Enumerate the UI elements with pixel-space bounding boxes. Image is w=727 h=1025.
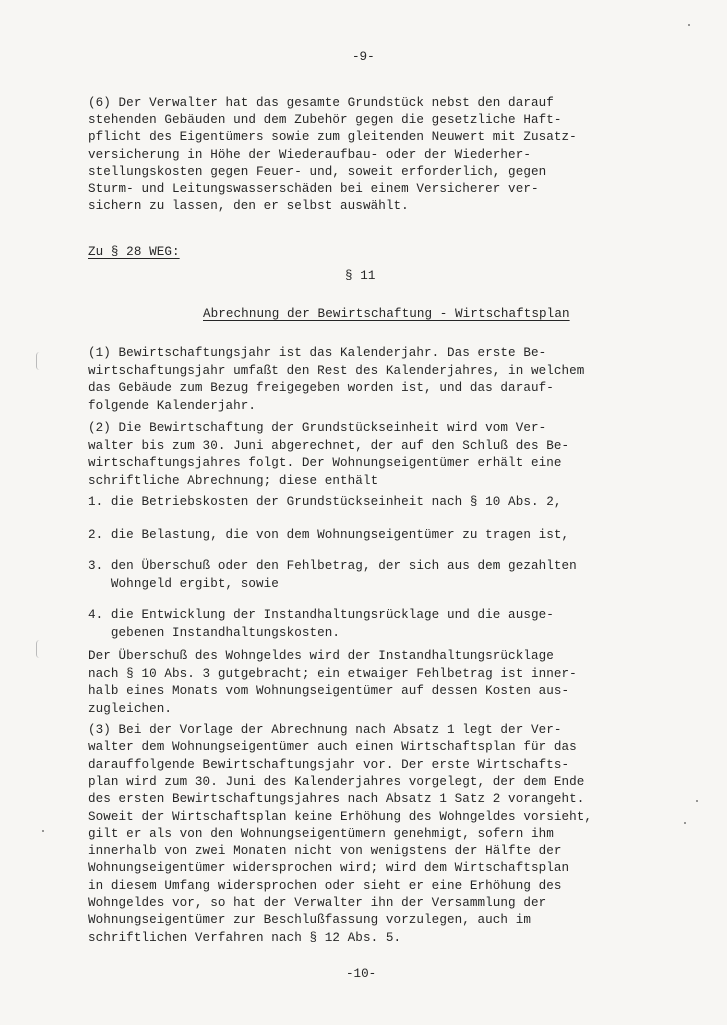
text-line: 3. den Überschuß oder den Fehlbetrag, der sich aus dem gezahlten [88,559,577,573]
text-line: gebenen Instandhaltungskosten. [88,625,341,640]
text-line: Sturm- und Leitungswasserschäden bei einem Versicherer ver- [88,182,539,196]
text-line: walter bis zum 30. Juni abgerechnet, der auf den Schluß des Be- [88,438,570,453]
text-line: folgende Kalenderjahr. [88,398,257,413]
text-line: in diesem Umfang widersprochen oder sieht er eine Erhöhung des [88,878,562,893]
text-line: (1) Bewirtschaftungsjahr ist das Kalenderjahr. Das erste Be- [88,346,547,360]
scan-speck [42,830,44,832]
text-line: schriftlichen Verfahren nach § 12 Abs. 5. [88,930,402,945]
text-line: plan wird zum 30. Juni des Kalenderjahres vorgelegt, der dem Ende [88,774,585,789]
text-line: halb eines Monats vom Wohnungseigentümer auf dessen Kosten aus- [88,684,570,698]
text-line: Wohngeld ergibt, sowie [88,576,279,591]
text-line: (6) Der Verwalter hat das gesamte Grundstück nebst den darauf [88,96,554,110]
section-reference: Zu § 28 WEG: [88,245,180,259]
text-line: stehenden Gebäuden und dem Zubehör gegen die gesetzliche Haft- [88,113,562,128]
text-line: 4. die Entwicklung der Instandhaltungsrücklage und die ausge- [88,608,554,622]
margin-mark [36,352,43,370]
text-line: wirtschaftungsjahres folgt. Der Wohnungseigentümer erhält eine [88,456,562,470]
text-line: wirtschaftungsjahr umfaßt den Rest des Kalenderjahres, in welchem [88,363,585,378]
text-line: innerhalb von zwei Monaten nicht von wenigstens der Hälfte der [88,844,562,859]
scan-speck [684,822,686,824]
text-line: Wohngeldes vor, so hat der Verwalter ihn der Versammlung der [88,896,547,910]
text-line: versicherung in Höhe der Wiederaufbau- oder der Wiederher- [88,147,531,162]
text-line: Wohnungseigentümer widersprochen wird; wird dem Wirtschaftsplan [88,861,570,876]
text-line: stellungskosten gegen Feuer- und, soweit erforderlich, gegen [88,164,547,179]
text-line: 2. die Belastung, die von dem Wohnungseigentümer zu tragen ist, [88,528,570,542]
text-line: (3) Bei der Vorlage der Abrechnung nach Absatz 1 legt der Ver- [88,723,562,737]
text-line: 1. die Betriebskosten der Grundstückseinheit nach § 10 Abs. 2, [88,495,562,509]
text-line: das Gebäude zum Bezug freigegeben worden ist, und das darauf- [88,381,554,395]
section-title: Abrechnung der Bewirtschaftung - Wirtschaftsplan [203,307,570,321]
text-line: gilt er als von den Wohnungseigentümern genehmigt, sofern ihm [88,826,554,841]
text-line: walter dem Wohnungseigentümer auch einen Wirtschaftsplan für das [88,740,577,755]
text-line: nach § 10 Abs. 3 gutgebracht; ein etwaiger Fehlbetrag ist inner- [88,666,577,681]
text-line: darauffolgende Bewirtschaftungsjahr vor. Der erste Wirtschafts- [88,757,570,772]
text-line: sichern zu lassen, den er selbst auswählt. [88,199,409,214]
margin-mark [36,640,43,658]
text-line: Der Überschuß des Wohngeldes wird der Instandhaltungsrücklage [88,649,554,663]
text-line: des ersten Bewirtschaftungsjahres nach Absatz 1 Satz 2 vorangeht. [88,792,585,807]
text-line: zugleichen. [88,701,173,716]
text-line: (2) Die Bewirtschaftung der Grundstückseinheit wird vom Ver- [88,421,547,435]
text-line: schriftliche Abrechnung; diese enthält [88,473,379,488]
text-line: pflicht des Eigentümers sowie zum gleitenden Neuwert mit Zusatz- [88,130,577,145]
next-page-number: -10- [346,967,377,981]
scan-speck [696,800,698,802]
page-number: -9- [352,50,375,64]
text-line: Wohnungseigentümer zur Beschlußfassung vorzulegen, auch im [88,913,531,928]
scan-speck [688,24,690,26]
section-number: § 11 [345,269,376,283]
text-line: Soweit der Wirtschaftsplan keine Erhöhung des Wohngeldes vorsieht, [88,809,593,824]
